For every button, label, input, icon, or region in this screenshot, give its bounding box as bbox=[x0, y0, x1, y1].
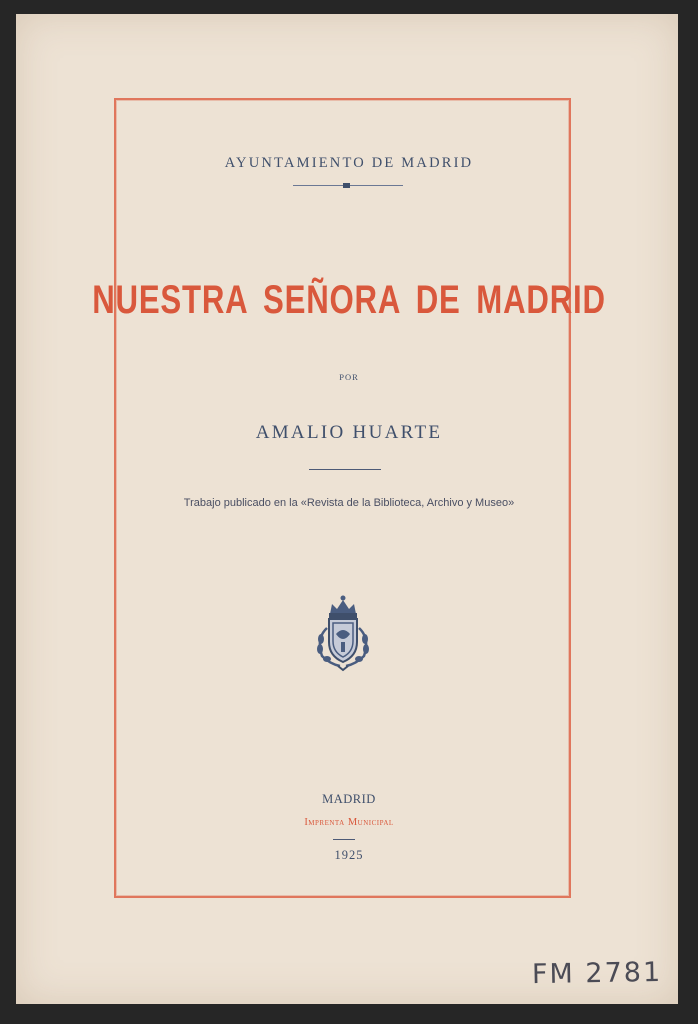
header-ornament-dot bbox=[343, 183, 350, 188]
publication-note: Trabajo publicado en la «Revista de la Biblioteca, Archivo y Museo» bbox=[183, 497, 515, 509]
book-title: NUESTRA SEÑORA DE MADRID bbox=[92, 278, 606, 322]
author-divider bbox=[309, 469, 381, 470]
handwritten-shelfmark: FM 2781 bbox=[531, 956, 663, 991]
author-name: AMALIO HUARTE bbox=[255, 422, 443, 443]
publication-year: 1925 bbox=[334, 848, 364, 862]
by-label: POR bbox=[339, 372, 359, 382]
coat-of-arms-icon bbox=[310, 592, 376, 672]
printer-name: Imprenta Municipal bbox=[304, 817, 394, 828]
imprint-divider bbox=[333, 839, 355, 840]
publisher-header: AYUNTAMIENTO DE MADRID bbox=[224, 155, 474, 171]
publication-city: MADRID bbox=[322, 792, 376, 806]
